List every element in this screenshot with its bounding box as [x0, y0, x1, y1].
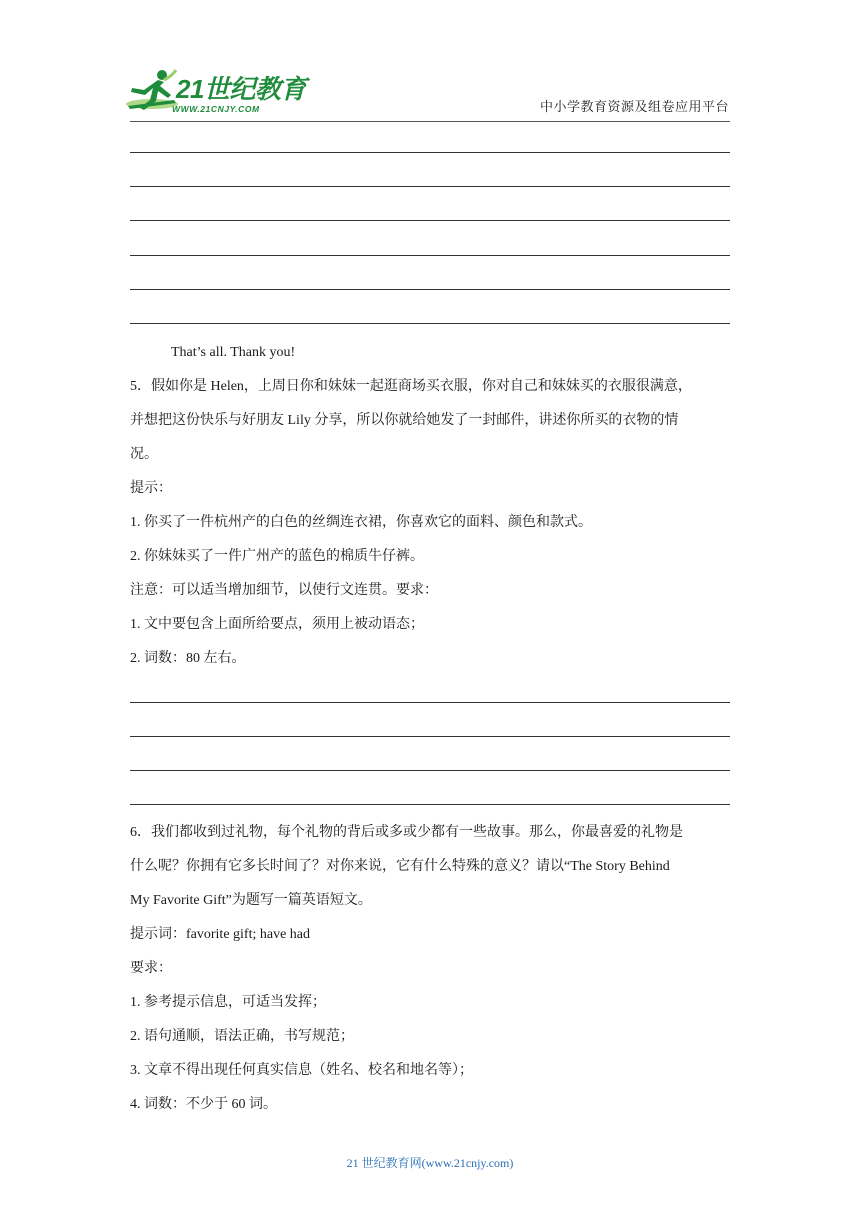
platform-title: 中小学教育资源及组卷应用平台 — [539, 99, 729, 114]
q5-note: 注意：可以适当增加细节，以使行文连贯。要求： — [130, 583, 438, 598]
page-footer[interactable]: 21 世纪教育网(www.21cnjy.com) — [346, 1156, 514, 1170]
q6-prompt-line1: 6．我们都收到过礼物，每个礼物的背后或多或少都有一些故事。那么，你最喜爱的礼物是 — [130, 825, 683, 840]
q5-requirement-2: 2. 词数：80 左右。 — [130, 651, 246, 666]
q6-prompt-line2: 什么呢？你拥有它多长时间了？对你来说，它有什么特殊的意义？请以“The Story Behind — [130, 859, 670, 874]
q6-requirement-2: 2. 语句通顺，语法正确，书写规范； — [130, 1029, 354, 1044]
q5-prompt-line1: 5．假如你是 Helen，上周日你和妹妹一起逛商场买衣服，你对自己和妹妹买的衣服很满意， — [130, 379, 692, 394]
header-divider — [130, 121, 730, 122]
question-5 — [130, 370, 730, 805]
q5-hint-1: 1. 你买了一件杭州产的白色的丝绸连衣裙，你喜欢它的面料、颜色和款式。 — [130, 515, 592, 530]
page-header — [0, 0, 860, 130]
question-6 — [130, 816, 730, 1122]
q6-requirement-4: 4. 词数：不少于 60 词。 — [130, 1097, 277, 1112]
q5-requirement-1: 1. 文中要包含上面所给要点，须用上被动语态； — [130, 617, 424, 632]
closing-sentence: That’s all. Thank you! — [171, 345, 296, 360]
q6-prompt-line3: My Favorite Gift”为题写一篇英语短文。 — [130, 893, 372, 908]
q6-requirements-title: 要求： — [130, 961, 172, 976]
q5-hint-title: 提示： — [130, 481, 172, 496]
q6-requirement-1: 1. 参考提示信息，可适当发挥； — [130, 995, 326, 1010]
q5-prompt-line2: 并想把这份快乐与好朋友 Lily 分享，所以你就给她发了一封邮件，讲述你所买的衣物的情 — [130, 413, 679, 428]
q5-prompt-line3: 况。 — [130, 447, 158, 462]
logo-text: 21世纪教育 — [176, 74, 306, 104]
q6-keywords: 提示词：favorite gift; have had — [130, 927, 311, 942]
document-body — [130, 134, 730, 1122]
logo-url: WWW.21CNJY.COM — [172, 104, 260, 114]
q6-requirement-3: 3. 文章不得出现任何真实信息（姓名、校名和地名等）； — [130, 1063, 473, 1078]
q5-hint-2: 2. 你妹妹买了一件广州产的蓝色的棉质牛仔裤。 — [130, 549, 424, 564]
